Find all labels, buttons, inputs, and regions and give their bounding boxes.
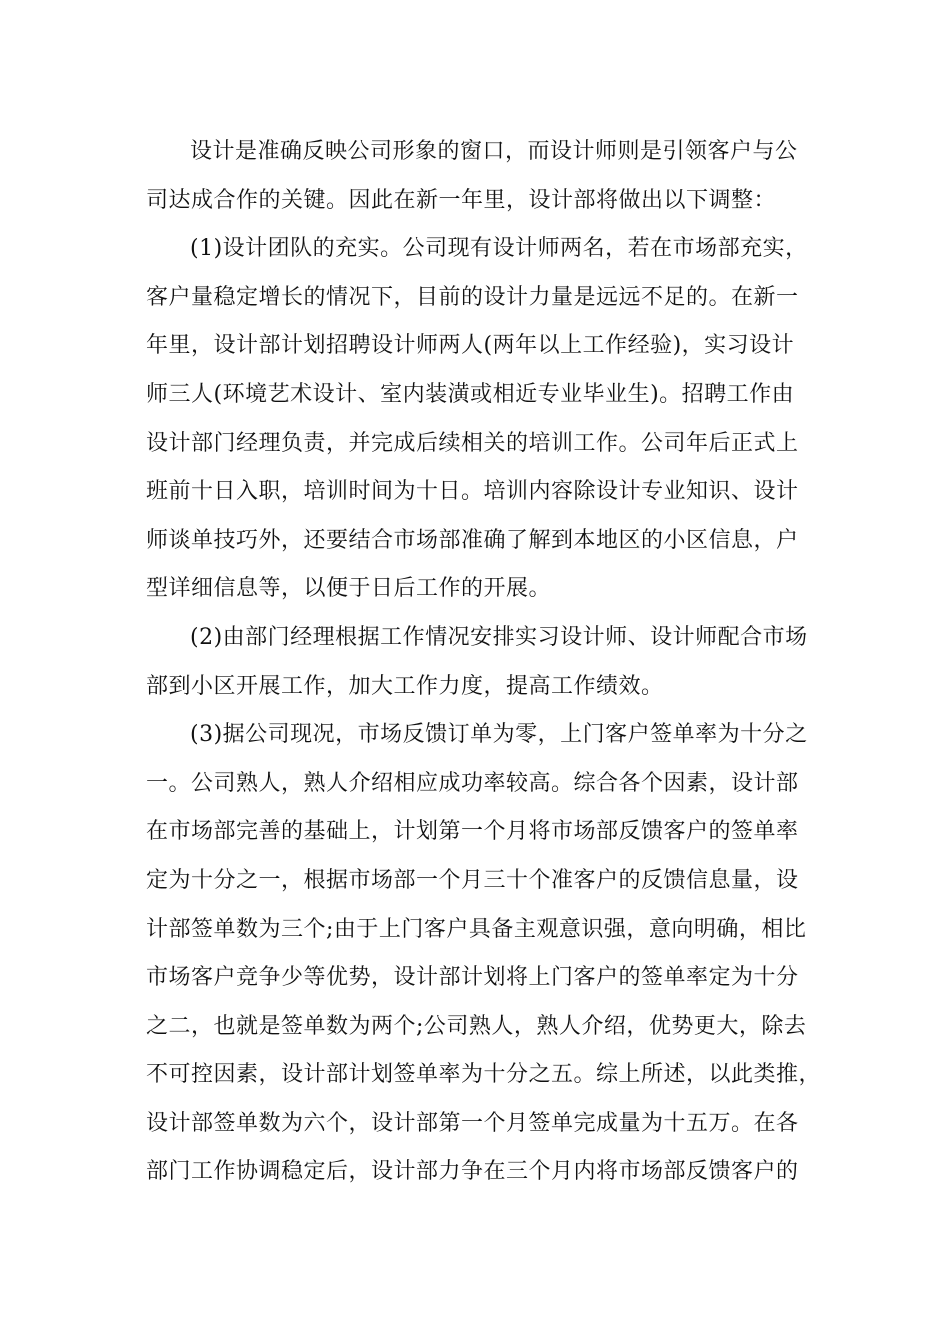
paragraph-item-1: [146, 227, 810, 616]
text-line: 一。公司熟人，熟人介绍相应成功率较高。综合各个因素，设计部: [146, 770, 799, 796]
text-line: 设计部签单数为六个，设计部第一个月签单完成量为十五万。在各: [146, 1110, 799, 1136]
paragraph-item-3: [146, 713, 822, 1199]
text-line: 市场客户竞争少等优势，设计部计划将上门客户的签单率定为十分: [146, 965, 799, 991]
text-line: 型详细信息等，以便于日后工作的开展。: [146, 576, 552, 602]
text-line: 计部签单数为三个;由于上门客户具备主观意识强，意向明确，相比: [146, 916, 807, 942]
text-line: 不可控因素，设计部计划签单率为十分之五。综上所述，以此类推，: [146, 1062, 822, 1088]
text-line: 部门工作协调稳定后，设计部力争在三个月内将市场部反馈客户的: [146, 1159, 799, 1185]
text-line: (3)据公司现况，市场反馈订单为零，上门客户签单率为十分之: [190, 722, 808, 748]
text-line: 班前十日入职，培训时间为十日。培训内容除设计专业知识、设计: [146, 479, 799, 505]
text-line: 设计是准确反映公司形象的窗口，而设计师则是引领客户与公: [190, 139, 798, 164]
text-line: (2)由部门经理根据工作情况安排实习设计师、设计师配合市场: [190, 624, 808, 650]
text-line: 客户量稳定增长的情况下，目前的设计力量是远远不足的。在新一: [146, 284, 799, 310]
document-body: [146, 130, 822, 1199]
text-line: 年里，设计部计划招聘设计师两人(两年以上工作经验)，实习设计: [146, 333, 795, 359]
text-line: 部到小区开展工作，加大工作力度，提高工作绩效。: [146, 673, 664, 699]
paragraph-intro: [146, 130, 810, 227]
text-line: 设计部门经理负责，并完成后续相关的培训工作。公司年后正式上: [146, 430, 799, 456]
text-line: 师三人(环境艺术设计、室内装潢或相近专业毕业生)。招聘工作由: [146, 381, 795, 407]
text-line: 之二，也就是签单数为两个;公司熟人，熟人介绍，优势更大，除去: [146, 1013, 807, 1039]
text-line: 在市场部完善的基础上，计划第一个月将市场部反馈客户的签单率: [146, 819, 799, 845]
text-line: 师谈单技巧外，还要结合市场部准确了解到本地区的小区信息，户: [146, 527, 799, 553]
text-line: 定为十分之一，根据市场部一个月三十个准客户的反馈信息量，设: [146, 867, 799, 893]
text-line: (1)设计团队的充实。公司现有设计师两名，若在市场部充实，: [190, 236, 808, 262]
paragraph-item-2: [146, 616, 810, 713]
text-line: 司达成合作的关键。因此在新一年里，设计部将做出以下调整：: [146, 187, 777, 213]
